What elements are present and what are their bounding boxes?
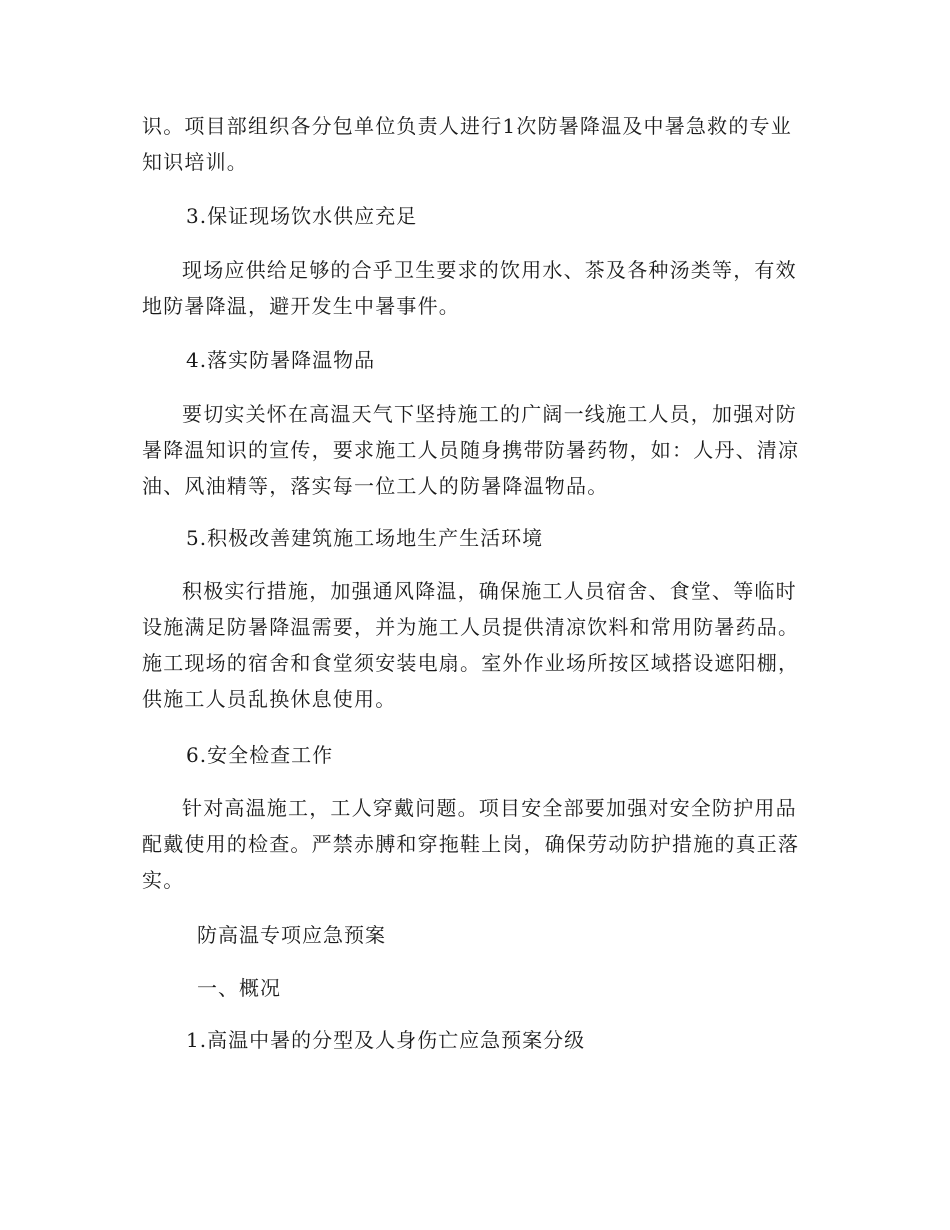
section-overview: 一、概况 [197,976,281,1000]
paragraph-site-environment: 积极实行措施，加强通风降温，确保施工人员宿舍、食堂、等临时设施满足防暑降温需要，并为施工人员提供清凉饮料和常用防暑药品。施工现场的宿舍和食堂须安装电扇。室外作业场所按区域搭设遮阳棚，供施工人员乱换休息使用。 [142,579,800,711]
heading-cooling-supplies: 4.落实防暑降温物品 [186,348,376,372]
plan-title: 防高温专项应急预案 [197,923,386,947]
paragraph-cooling-supplies: 要切实关怀在高温天气下坚持施工的广阔一线施工人员，加强对防暑降温知识的宣传，要求施工人员随身携带防暑药物，如：人丹、清凉油、风油精等，落实每一位工人的防暑降温物品。 [142,402,800,498]
paragraph-training: 识。项目部组织各分包单位负责人进行1次防暑降温及中暑急救的专业知识培训。 [142,114,792,174]
heading-water-supply: 3.保证现场饮水供应充足 [186,204,418,228]
heading-safety-inspection: 6.安全检查工作 [186,743,334,767]
paragraph-water-supply: 现场应供给足够的合乎卫生要求的饮用水、茶及各种汤类等，有效地防暑降温，避开发生中暑事件。 [142,258,797,318]
heading-site-environment: 5.积极改善建筑施工场地生产生活环境 [186,526,544,550]
paragraph-safety-inspection: 针对高温施工，工人穿戴问题。项目安全部要加强对安全防护用品配戴使用的检查。严禁赤膊和穿拖鞋上岗，确保劳动防护措施的真正落实。 [142,796,800,892]
subsection-classification: 1.高温中暑的分型及人身伤亡应急预案分级 [186,1028,586,1052]
